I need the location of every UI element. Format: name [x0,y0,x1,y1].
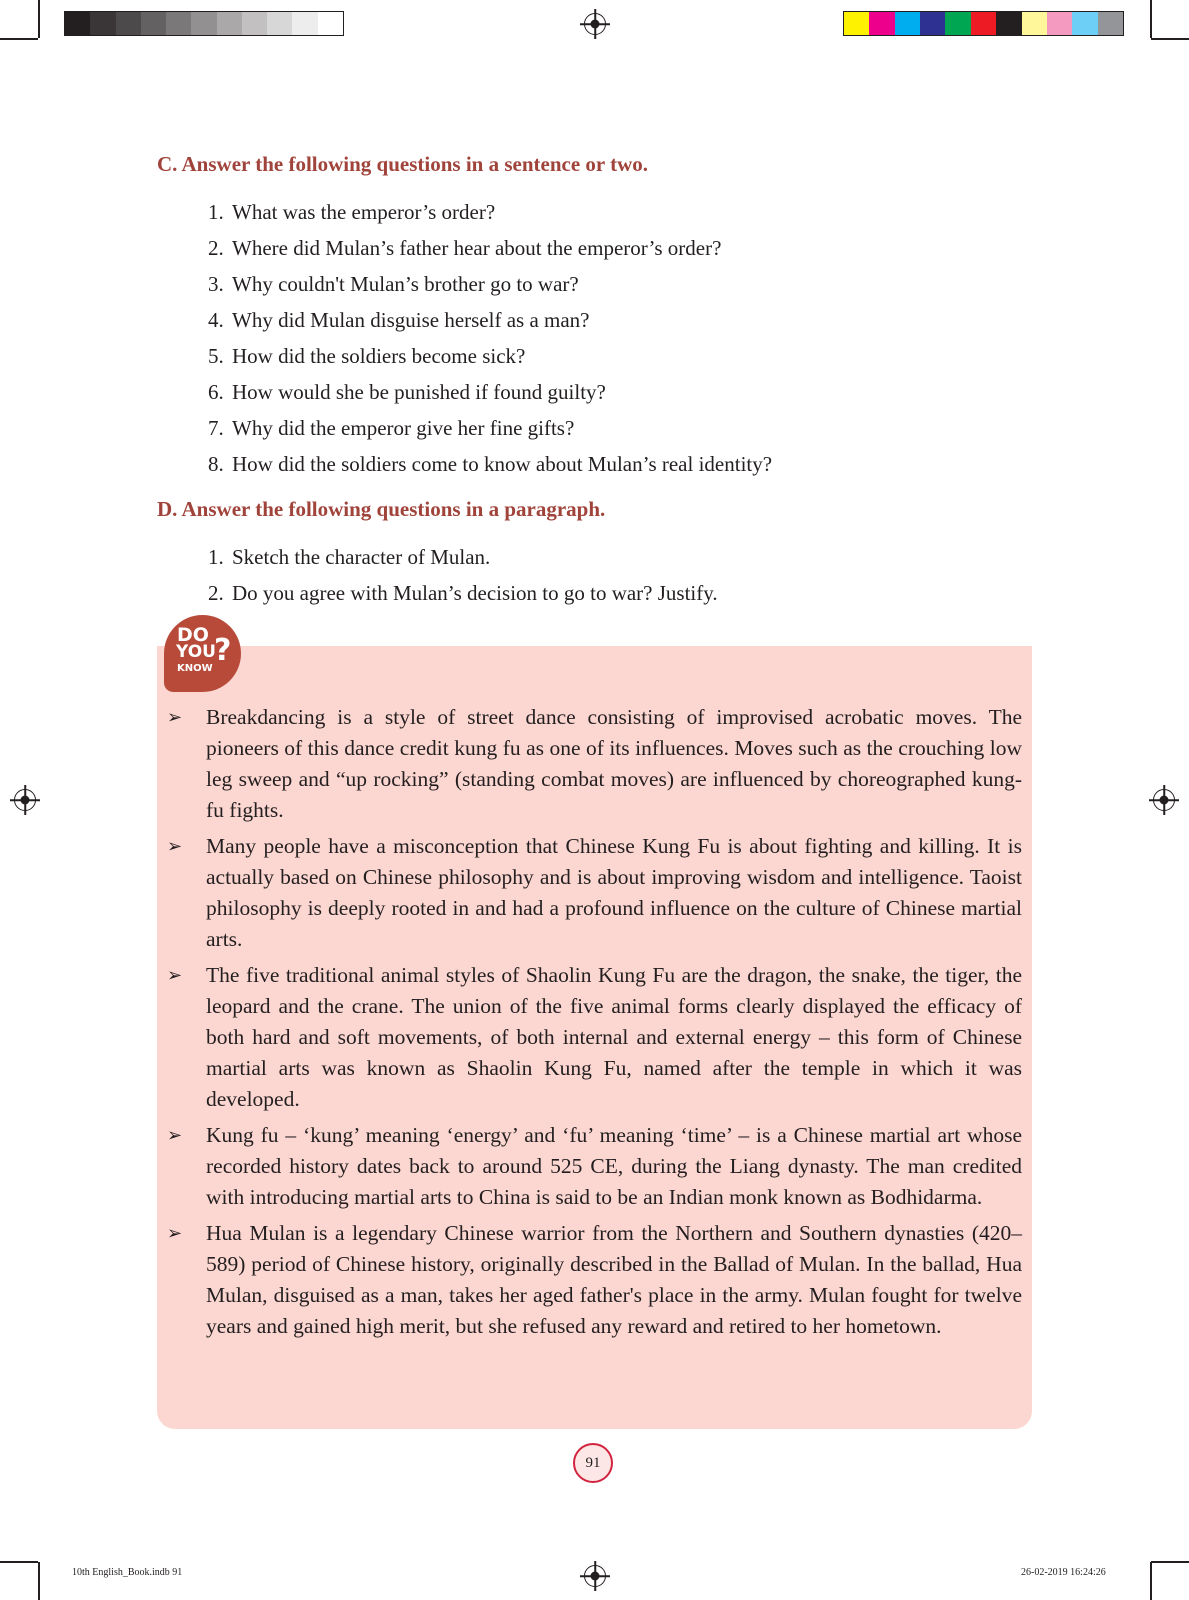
section-d-question-list [208,539,718,611]
fact-text: The five traditional animal styles of Shaolin Kung Fu are the dragon, the snake, the tiger, the leopard and the crane. The union of the five animal forms clearly displayed the efficacy of both hard and soft movements, of both internal and external energy – this form of Chinese martial arts was known as Shaolin Kung Fu, named after the temple in which it was developed. [206,963,1022,1111]
fact-item [167,1218,1022,1342]
question-item [208,230,772,266]
calibration-swatch [267,12,292,35]
grayscale-calibration-bar [64,11,344,36]
question-item [208,302,772,338]
question-number: 7. [208,416,224,440]
crop-mark [0,1561,38,1563]
fact-text: Hua Mulan is a legendary Chinese warrior from the Northern and Southern dynasties (420–589) period of Chinese history, originally described in the Ballad of Mulan. In the ballad, Hua Mulan, disguised as a man, takes her aged father's place in the army. Mulan fought for twelve years and gained high merit, but she refused any reward and retired to her hometown. [206,1221,1022,1338]
question-item [208,194,772,230]
calibration-swatch [869,12,894,35]
calibration-swatch [996,12,1021,35]
calibration-swatch [1047,12,1072,35]
question-item [208,338,772,374]
calibration-swatch [971,12,996,35]
fact-item [167,1120,1022,1213]
question-number: 4. [208,308,224,332]
question-number: 6. [208,380,224,404]
calibration-swatch [90,12,115,35]
question-text: Sketch the character of Mulan. [232,545,491,569]
question-number: 1. [208,200,224,224]
question-number: 2. [208,236,224,260]
section-d-heading: D. Answer the following questions in a paragraph. [157,497,606,521]
crop-mark [0,38,38,40]
calibration-swatch [242,12,267,35]
do-you-know-badge [164,615,241,692]
crop-mark [1151,1561,1189,1563]
calibration-swatch [945,12,970,35]
calibration-swatch [65,12,90,35]
calibration-swatch [141,12,166,35]
question-number: 5. [208,344,224,368]
question-item [208,266,772,302]
calibration-swatch [191,12,216,35]
registration-mark-icon [584,1565,606,1587]
question-text: How did the soldiers come to know about Mulan’s real identity? [232,452,773,476]
calibration-swatch [166,12,191,35]
badge-line-you: YOU [176,642,216,662]
arrow-bullet-icon: ➢ [167,707,183,727]
question-text: Why couldn't Mulan’s brother go to war? [232,272,579,296]
registration-mark-icon [584,13,606,35]
question-item [208,539,718,575]
question-number: 3. [208,272,224,296]
footer-file-name: 10th English_Book.indb 91 [72,1567,183,1578]
color-calibration-bar [843,11,1124,36]
question-mark-icon: ? [214,633,232,668]
question-text: How would she be punished if found guilty? [232,380,606,404]
calibration-swatch [1022,12,1047,35]
question-number: 2. [208,581,224,605]
calibration-swatch [318,12,343,35]
footer-timestamp: 26-02-2019 16:24:26 [1021,1567,1106,1578]
question-text: Why did Mulan disguise herself as a man? [232,308,590,332]
crop-mark [38,0,40,38]
calibration-swatch [1098,12,1123,35]
crop-mark [1150,1562,1152,1600]
badge-line-know: KNOW [177,663,213,674]
fact-item [167,831,1022,955]
calibration-swatch [895,12,920,35]
fact-text: Many people have a misconception that Chinese Kung Fu is about fighting and killing. It is actually based on Chinese philosophy and is about improving wisdom and intelligence. Taoist philosophy is deeply rooted in and had a profound influence on the culture of Chinese martial arts. [206,834,1022,951]
question-item [208,575,718,611]
calibration-swatch [920,12,945,35]
calibration-swatch [292,12,317,35]
fact-item [167,702,1022,826]
arrow-bullet-icon: ➢ [167,836,183,856]
fact-item [167,960,1022,1115]
section-c-heading: C. Answer the following questions in a sentence or two. [157,152,648,176]
question-text: Why did the emperor give her fine gifts? [232,416,575,440]
arrow-bullet-icon: ➢ [167,1125,183,1145]
question-number: 8. [208,452,224,476]
calibration-swatch [217,12,242,35]
calibration-swatch [116,12,141,35]
crop-mark [1151,38,1189,40]
question-text: Where did Mulan’s father hear about the emperor’s order? [232,236,722,260]
question-text: How did the soldiers become sick? [232,344,526,368]
registration-mark-icon [1153,789,1175,811]
question-number: 1. [208,545,224,569]
fact-text: Kung fu – ‘kung’ meaning ‘energy’ and ‘fu’ meaning ‘time’ – is a Chinese martial art whose recorded history dates back to around 525 CE, during the Liang dynasty. The man credited with introducing martial arts to China is said to be an Indian monk known as Bodhidarma. [206,1123,1022,1209]
calibration-swatch [844,12,869,35]
section-c-question-list [208,194,772,482]
page-number: 91 [573,1443,613,1483]
question-item [208,374,772,410]
badge-line-do: DO [177,624,209,646]
registration-mark-icon [14,789,36,811]
crop-mark [1150,0,1152,38]
crop-mark [38,1562,40,1600]
calibration-swatch [1072,12,1097,35]
question-text: Do you agree with Mulan’s decision to go to war? Justify. [232,581,718,605]
question-text: What was the emperor’s order? [232,200,496,224]
arrow-bullet-icon: ➢ [167,965,183,985]
question-item [208,446,772,482]
question-item [208,410,772,446]
fact-text: Breakdancing is a style of street dance consisting of improvised acrobatic moves. The pioneers of this dance credit kung fu as one of its influences. Moves such as the crouching low leg sweep and “up rocking” (standing combat moves) are influenced by choreographed kung-fu fights. [206,705,1022,822]
arrow-bullet-icon: ➢ [167,1223,183,1243]
do-you-know-fact-list [167,702,1022,1347]
